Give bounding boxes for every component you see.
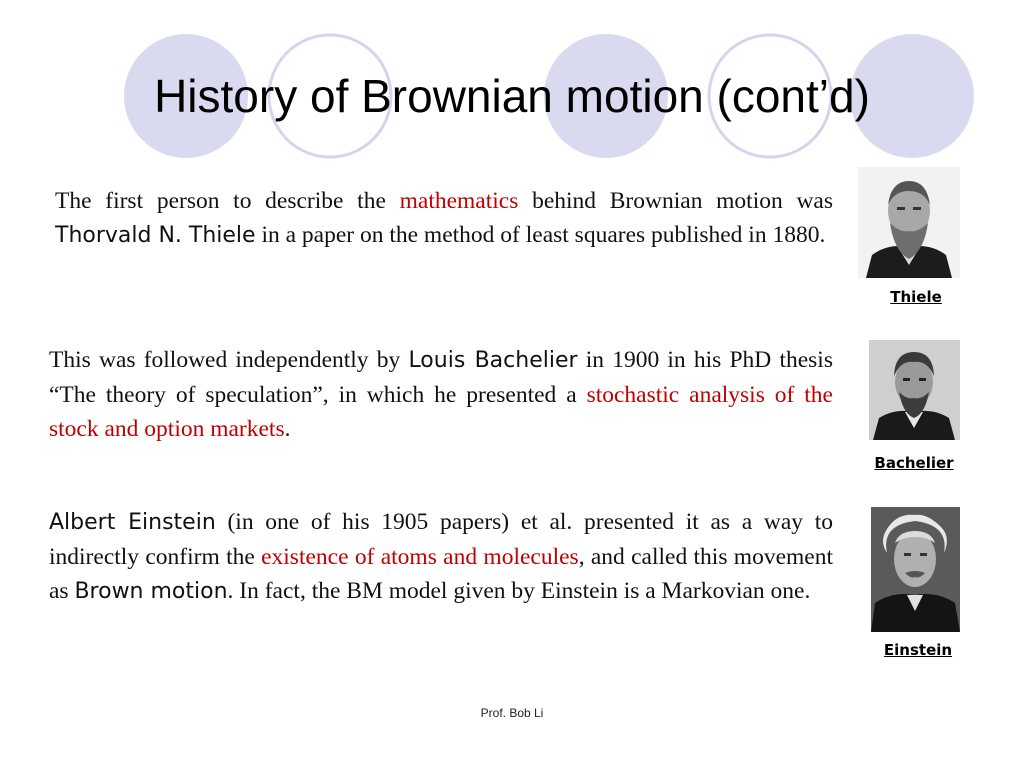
- highlight-stochastic-analysis: stochastic analysis of the stock and option markets: [49, 382, 833, 442]
- footer-author: Prof. Bob Li: [480, 706, 544, 720]
- slide-title: History of Brownian motion (cont’d): [154, 70, 870, 122]
- paragraph-thiele: The first person to describe the mathematics behind Brownian motion was Thorvald N. Thiele in a paper on the method of least squares published in 1880.: [55, 188, 833, 248]
- paragraph-bachelier: This was followed independently by Louis Bachelier in 1900 in his PhD thesis “The theory of speculation”, in which he presented a stochastic analysis of the stock and option markets.: [49, 347, 833, 442]
- portrait-thiele: [858, 167, 960, 278]
- paragraph-einstein: Albert Einstein (in one of his 1905 papers) et al. presented it as a way to indirectly confirm the existence of atoms and molecules, and called this movement as Brown motion. In fact, the BM model given by Einstein is a Markovian one.: [49, 509, 833, 604]
- highlight-atoms-molecules: existence of atoms and molecules: [261, 544, 579, 570]
- term-brown-motion: Brown motion: [74, 579, 228, 604]
- caption-einstein: Einstein: [883, 641, 953, 659]
- name-thiele: Thorvald N. Thiele: [55, 223, 256, 248]
- caption-thiele: Thiele: [890, 288, 942, 306]
- name-einstein: Albert Einstein: [49, 510, 216, 535]
- portrait-einstein: [871, 507, 960, 632]
- name-bachelier: Louis Bachelier: [408, 348, 578, 373]
- portrait-bachelier: [869, 340, 960, 440]
- caption-bachelier: Bachelier: [874, 454, 954, 472]
- highlight-mathematics: mathematics: [399, 188, 519, 214]
